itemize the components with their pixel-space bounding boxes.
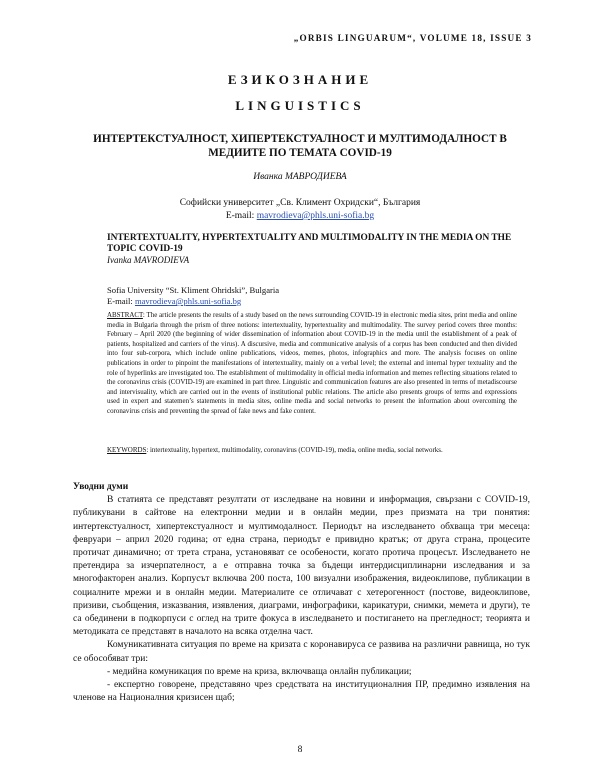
email-line-en (107, 296, 517, 307)
article-title-en: INTERTEXTUALITY, HYPERTEXTUALITY AND MULTIMODALITY IN THE MEDIA ON THE TOPIC COVID-19 (107, 233, 512, 254)
paragraph-1: В статията се представят резултати от изследване на новини и информация, свързани с COVID-19, публикувани в сайтове на електронни медии и в онлайн медии, през призмата на три понятия: интертекстуалност, хипертекстуалност и мултимодалност. Периодът на изследването обхваща три месеца: февруари – април 2020 година; от една страна, периодът е привидно кратък; от друга страна, процесите протичат динамично; от трета страна, установяват се особености, когато протича процесът. Изследването не претендира за изчерпателност, а е отправна точка за бъдещи интердисциплинарни изследвания и за многофакторен анализ. Корпусът включва 200 поста, 100 визуални изображения, видеоклипове, публикации в социалните мрежи и в онлайн медии. Материалите се отличават с хетерогенност (постове, видеоклипове, призиви, съобщения, изказвания, изявления, диаграми, инфографики, карикатури, снимки, мемета и други), те са обединени в подкорпуси с оглед на трите фокуса в изследването и постигането на прегледност; теорията и методиката се представят в началото на всяка отделна част. (73, 495, 530, 638)
email-label: E-mail: (225, 211, 255, 221)
page-number: 8 (297, 745, 303, 755)
english-header-block (107, 233, 517, 307)
abstract-label: ABSTRACT (107, 311, 143, 319)
affiliation-block-bg (0, 197, 600, 223)
body-text (73, 481, 530, 705)
author-name-bg: Иванка МАВРОДИЕВА (253, 172, 347, 182)
list-item-1: - медийна комуникация по време на криза, включваща онлайн публикации; (107, 666, 412, 677)
affiliation-bg: Софийски университет „Св. Климент Охридски“, България (179, 198, 421, 208)
section-heading-en: LINGUISTICS (235, 98, 365, 113)
article-title-bg: ИНТЕРТЕКСТУАЛНОСТ, ХИПЕРТЕКСТУАЛНОСТ И МУЛТИМОДАЛНОСТ В МЕДИИТЕ ПО ТЕМАТА COVID-19 (93, 133, 507, 159)
email-label-en: E-mail: (107, 296, 133, 306)
abstract (107, 311, 517, 417)
email-link-bg[interactable]: mavrodieva@phls.uni-sofia.bg (256, 211, 375, 221)
intro-heading: Уводни думи (73, 482, 129, 492)
email-line-bg (0, 210, 600, 223)
keywords-label: KEYWORDS (107, 446, 147, 454)
keywords-text: : intertextuality, hypertext, multimodality, coronavirus (COVID-19), media, online media, social networks. (146, 446, 443, 454)
section-heading-bg: ЕЗИКОЗНАНИЕ (227, 72, 373, 87)
keywords (107, 446, 527, 456)
running-header: „ORBIS LINGUARUM“, VOLUME 18, ISSUE 3 (293, 33, 532, 43)
list-item-2: - експертно говорене, представяно чрез средствата на институционалния ПР, предимно изявления на членове на Националния кризисен щаб; (73, 680, 530, 704)
paragraph-2: Комуникативната ситуация по време на кризата с коронавируса се развива на различни равнища, но тук се обособяват три: (73, 640, 530, 664)
abstract-text: : The article presents the results of a study based on the news surrounding COVID-19 in electronic media sites, print media and online media in Bulgaria through the prism of three notions: intertextuality, hypertextuality and multimodality. The survey period covers three months: February – April 2020 (the beginning of wider dissemination of information about COVID-19 in the media until the establishment of a peak of patients, hospitalized and carriers of the virus). A discursive, media and communicative analysis of a corpus has been conducted and then divided into four sub-corpora, which include online publications, videos, memes, photos, infographics and more. The analysis focuses on online publications in order to pinpoint the manifestations of intertextuality, mainly on a verbal level; the external and internal hyper textuality and the role of hyperlinks are investigated too. The establishment of multimodality in official media information and memes reflecting situations related to the coronavirus crisis (COVID-19) are examined in part three. Linguistic and communication features are also presented in terms of metadiscourse and intervisuality, which are carried out in the events of institutional public relations. The article also presents groups of terms and expressions used in expert and statemen’s statements in media sites, online media and social networks to present the information about overcoming the coronavirus crisis and preventing the spread of fake news and fake content. (107, 311, 517, 415)
author-name-en: Ivanka MAVRODIEVA (107, 255, 190, 265)
affiliation-en: Sofia University “St. Kliment Ohridski”, Bulgaria (107, 285, 280, 295)
email-link-en[interactable]: mavrodieva@phls.uni-sofia.bg (134, 296, 242, 306)
